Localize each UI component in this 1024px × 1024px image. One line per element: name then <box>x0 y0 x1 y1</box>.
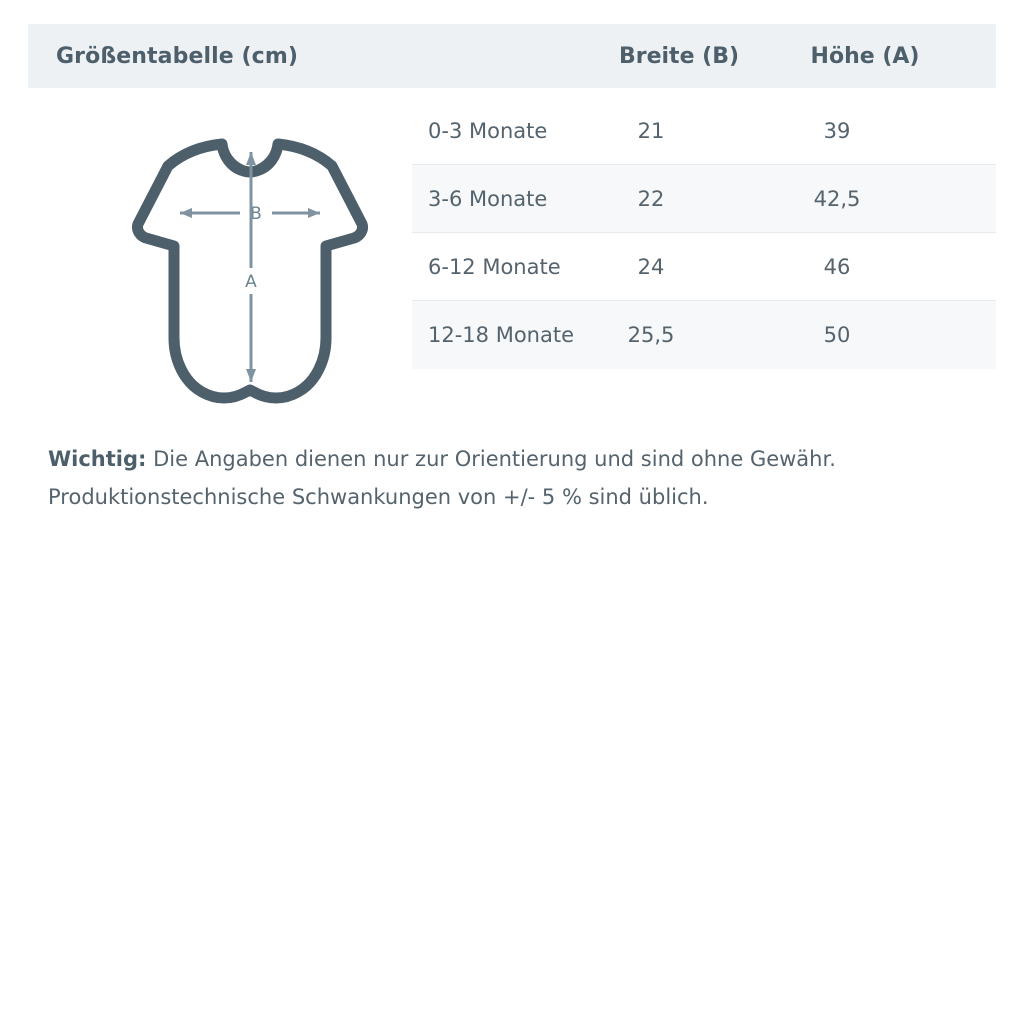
cell-size: 12-18 Monate <box>428 323 574 347</box>
cell-height: 46 <box>823 254 851 279</box>
cell-width: 21 <box>637 118 665 143</box>
disclaimer-line-2: Produktionstechnische Schwankungen von +/- 5 % sind üblich. <box>48 485 709 509</box>
column-header-width: Breite (B) <box>618 43 740 69</box>
table-row <box>412 165 996 233</box>
cell-width: 24 <box>637 254 665 279</box>
height-arrow-top <box>246 152 256 165</box>
page-title: Größentabelle (cm) <box>56 43 298 69</box>
cell-size: 6-12 Monate <box>428 254 561 279</box>
cell-size: 0-3 Monate <box>428 118 548 143</box>
table-header <box>28 24 996 88</box>
column-header-height: Höhe (A) <box>810 43 920 69</box>
cell-width: 22 <box>637 186 665 211</box>
disclaimer-line-1: Die Angaben dienen nur zur Orientierung und sind ohne Gewähr. <box>146 447 836 471</box>
height-label: A <box>245 272 257 292</box>
width-arrow-right <box>308 208 320 218</box>
cell-height: 42,5 <box>813 186 861 211</box>
table-row <box>412 233 996 301</box>
height-arrow-bottom <box>246 369 256 382</box>
disclaimer-strong: Wichtig: <box>48 447 147 471</box>
width-arrow-left <box>180 208 192 218</box>
disclaimer-note <box>48 440 968 516</box>
table-row <box>412 97 996 165</box>
cell-height: 50 <box>823 323 851 347</box>
cell-width: 25,5 <box>627 323 675 347</box>
cell-size: 3-6 Monate <box>428 186 548 211</box>
size-table <box>412 97 996 369</box>
garment-illustration <box>72 120 392 420</box>
cell-height: 39 <box>823 118 851 143</box>
width-label: B <box>250 204 262 224</box>
table-row <box>412 301 996 369</box>
